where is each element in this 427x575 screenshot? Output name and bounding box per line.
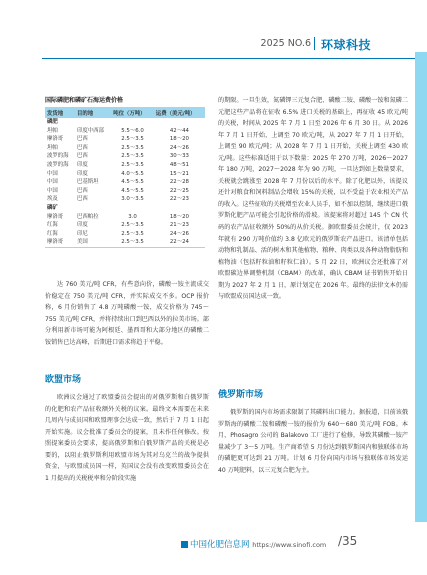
table-cell: 波罗的海	[47, 153, 69, 160]
table-cell: 巴西	[76, 187, 88, 194]
table-cell: 4.0～5.5	[121, 170, 144, 177]
paragraph-text: 俄罗斯的国内市场需求限制了其磷料出口能力。据报道，目前该俄罗斯海的磷酸二铵和磷酸一铵的报价为 640～680 美元/吨 FOB。本月，Phosagro 公司的 Balakovo 工厂进行了检修，导致其磷酸一铵产量减少了 3～5 万吨。生产商希望 5 月份达到俄罗斯国内和独联体市场的磷肥更可达到 21 万吨。计划 6 月份向国内市场与独联体市场发运 40 万吨肥料，以三元复合肥为主。	[218, 409, 409, 474]
table-cell: 2.5～3.5	[121, 136, 144, 143]
table-cell: 2.5～3.5	[121, 239, 144, 246]
table-cell: 24～26	[169, 230, 189, 237]
eu-continued-paragraph	[218, 95, 408, 303]
table-cell: 印度	[76, 161, 88, 168]
table-row	[45, 135, 205, 144]
table-cell: 48～51	[169, 161, 189, 168]
column-title: 环球科技	[321, 38, 372, 52]
table-bottom-rule	[45, 247, 205, 248]
table-cell: 21～23	[169, 222, 189, 229]
section-label: 磷肥	[47, 119, 58, 125]
table-cell: 坦帕	[47, 127, 58, 134]
russia-paragraph	[218, 407, 408, 476]
table-cell: 18～20	[169, 136, 189, 143]
russia-section-heading: 俄罗斯市场	[218, 390, 264, 400]
table-cell: 巴西	[76, 136, 88, 143]
col-header-freight: 运费（美元/吨）	[154, 107, 205, 118]
table-cell: 3.0～3.5	[121, 196, 144, 203]
table-cell: 红海	[47, 230, 58, 237]
freight-rate-table	[45, 95, 205, 248]
table-row	[45, 230, 205, 239]
table-row	[45, 161, 205, 170]
section-label: 磷矿	[47, 204, 58, 211]
table-cell: 中国	[47, 170, 58, 177]
table-cell: 18～20	[169, 213, 189, 220]
table-row	[45, 178, 205, 187]
table-cell: 42～44	[169, 127, 189, 134]
col-header-tonnage: 吨位（万吨）	[111, 107, 154, 118]
eu-section-heading: 欧盟市场	[45, 375, 82, 385]
table-cell: 中国	[47, 179, 58, 186]
table-cell: 印度	[76, 222, 88, 229]
col-header-destination: 目的地	[75, 107, 111, 118]
table-cell: 巴基斯坦	[76, 179, 99, 186]
table-cell: 印度中西部	[76, 127, 104, 134]
header-rule	[42, 58, 427, 59]
table-cell: 3.0	[128, 213, 137, 220]
table-row	[45, 238, 205, 247]
eu-paragraph	[45, 392, 209, 484]
table-cell: 印度	[76, 170, 88, 177]
table-cell: 美国	[76, 239, 88, 246]
table-section-row	[45, 118, 205, 127]
footer-site	[181, 538, 326, 550]
table-cell: 摩洛哥	[47, 239, 64, 246]
square-icon	[181, 541, 188, 548]
site-url: https://www.sinofi.com	[252, 541, 327, 549]
table-cell: 巴西	[76, 153, 88, 160]
table-cell: 中国	[47, 187, 58, 194]
market-paragraph	[45, 279, 209, 348]
paragraph-text: 欧洲议会通过了欧盟委员会提出的对俄罗斯和白俄罗斯的化肥和农产品征收额外关税的议案。最终文本需要在未来几周内与成员国和欧盟理事会达成一致，然后于 7 月 1 日起开始实施。议会批准了委员会的提案，且未作任何修改。按照提案委员会要求，提高俄罗斯和白俄罗斯产品的关税是必要的，以阻止俄罗斯利用欧盟市场为其对乌克兰的战争提供资金，与欧盟成员国一样，英国议会没有改变欧盟委员会在 1 月提出的关税税率和分阶段实施	[45, 394, 209, 482]
paragraph-text: 的期限。一旦生效，氮磷钾三元复合肥、磷酸二铵、磷酸一铵和氮磷二元肥这些产品将在征收 6.5% 进口关税的基础上，再征收 45 欧元/吨的关税，时间从 2025 年 7 月 1 日至 2026 年 6 月 30 日。从 2026 年 7 月 1 日开始，上调至 70 欧元/吨，从 2027 年 7 月 1 日开始，上调至 90 欧元/吨；从 2028 年 7 月 1 日开始，关税上调至 430 欧元/吨。这些标准适用于以下数量：2025 年 270 万吨，2026～2027 年 180 万吨，2027～2028 年为 90 万吨，一旦达到如上数量要求，关税就会跳涨至 2028 年 7 月份以后的水平。除了化肥以外，该提议还针对粮食和饲料制品会增收 15%的关税，以不受益于农业相关产品的收入。这些征收的关税增至农业人员手，如不加以控制，继续进口俄罗斯化肥产品可能会引起价格的滑坡。该提案将对超过 145 个 CN 代码的农产品征收额外 50%的从价关税。据欧盟委员会统计，仅 2023 年就有 290 万吨价值约 3.8 亿欧元的俄罗斯农产品进口。该清单包括动物和乳制品、活的树木和其他植物、粮种、肉类以及各种动物脂肪和植物油（包括籽粒油和籽粒仁油）。5 月 22 日，欧洲议会还批准了对欧盟碳边界调整机制（CBAM）的改革，确认 CBAM 证书销售开始日期为 2027 年 2 月 1 日，原计划定在 2026 年。最终的法律文本仍需与欧盟成员国达成一致。	[218, 97, 408, 301]
table-title: 国际磷肥和磷矿石海运费价格	[45, 97, 124, 104]
table-row	[45, 144, 205, 153]
site-name: 中国化肥信息网	[190, 540, 250, 550]
table-section-row	[45, 204, 205, 213]
table-cell: 5.5～6.0	[121, 127, 144, 134]
table-cell: 印尼	[76, 230, 88, 237]
table-cell: 巴西	[76, 196, 88, 203]
table-cell: 4.5～5.5	[121, 179, 144, 186]
table-cell: 2.5～3.5	[121, 161, 144, 168]
table-cell: 22～28	[169, 179, 189, 186]
table-cell: 红海	[47, 222, 58, 229]
col-header-origin: 发货地	[45, 107, 75, 118]
table-cell: 2.5～3.5	[121, 144, 144, 151]
issue-label: 2025 NO.6	[260, 38, 311, 49]
table-cell: 30～33	[169, 153, 189, 160]
table-cell: 埃及	[47, 196, 58, 203]
table-cell: 巴西	[76, 144, 88, 151]
page-number: /35	[338, 534, 358, 548]
header-divider	[314, 37, 315, 50]
table-cell: 22～25	[169, 187, 189, 194]
table-cell: 15～21	[169, 170, 189, 177]
table-body	[45, 118, 205, 247]
table-cell: 巴西帕拉	[76, 213, 99, 220]
table-row	[45, 170, 205, 179]
table-cell: 波罗的海	[47, 161, 69, 168]
table-row	[45, 221, 205, 230]
table-row	[45, 127, 205, 136]
table-cell: 24～26	[169, 144, 189, 151]
table-cell: 4.5～5.5	[121, 187, 144, 194]
table-cell: 2.5～3.5	[121, 230, 144, 237]
table-row	[45, 213, 205, 222]
table-cell: 摩洛哥	[47, 136, 64, 143]
table-cell: 22～23	[169, 196, 189, 203]
table-cell: 2.5～3.5	[121, 153, 144, 160]
table-row	[45, 152, 205, 161]
table-row	[45, 195, 205, 204]
table-row	[45, 187, 205, 196]
table-header-row	[45, 107, 205, 118]
paragraph-text: 达 760 美元/吨 CFR，有些意向价，磷酸一铵主流成交价稳定在 750 美元/吨 CFR，并实际成交不多。OCP 报价称，6 月份销售了 4.8 万吨磷酸一铵，成交价格为 745～755 美元/吨 CFR，并将持续出口到巴西以外的拉美市场。部分利用新市场可能为阿根廷、墨西哥和大部分地区的磷酸二铵销售已达高峰，后期进口需求将趋于平稳。	[45, 281, 209, 346]
table-cell: 2.5～3.5	[121, 222, 144, 229]
table-cell: 坦帕	[47, 144, 58, 151]
side-color-bar	[415, 52, 427, 522]
table-cell: 22～24	[169, 239, 189, 246]
table-cell: 摩洛哥	[47, 213, 64, 220]
